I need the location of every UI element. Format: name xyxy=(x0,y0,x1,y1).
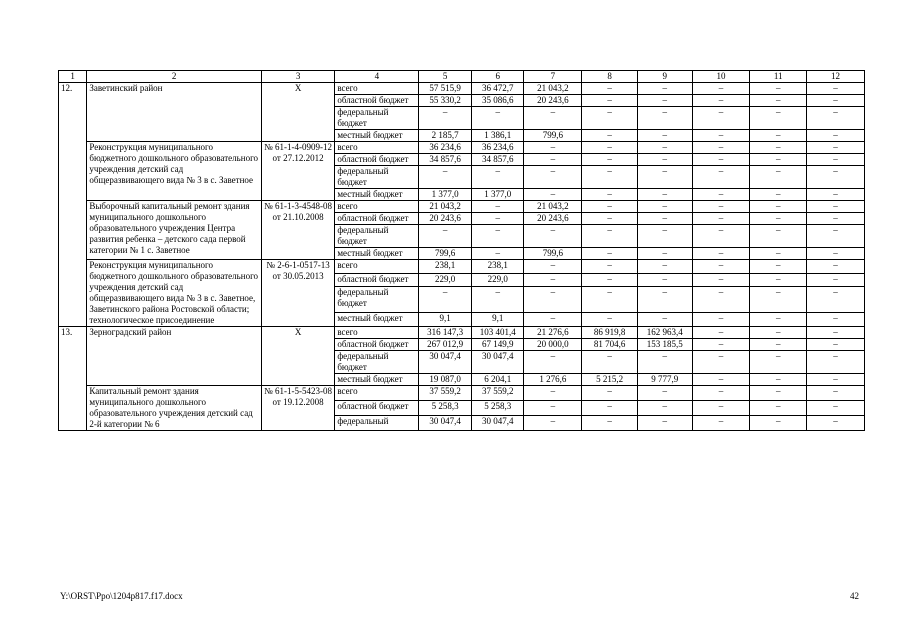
value-cell: 36 234,6 xyxy=(471,142,524,154)
budget-type: всего xyxy=(335,327,419,339)
budget-type: местный бюджет xyxy=(335,374,419,386)
value-cell: – xyxy=(692,386,750,401)
value-cell: – xyxy=(807,416,865,431)
value-cell: – xyxy=(524,313,582,327)
value-cell: 9,1 xyxy=(419,313,472,327)
column-header: 12 xyxy=(807,71,865,83)
column-header: 3 xyxy=(261,71,335,83)
value-cell: – xyxy=(524,166,582,189)
value-cell: – xyxy=(750,386,807,401)
value-cell: – xyxy=(637,213,692,225)
budget-table xyxy=(58,70,865,431)
value-cell: – xyxy=(524,260,582,274)
value-cell: – xyxy=(471,248,524,260)
value-cell: – xyxy=(692,166,750,189)
value-cell: – xyxy=(750,374,807,386)
value-cell: – xyxy=(750,166,807,189)
value-cell: – xyxy=(471,287,524,313)
value-cell: 5 258,3 xyxy=(471,401,524,416)
object-name: Реконструкция муниципального бюджетного дошкольного образовательного учреждения детский сад общеразвивающего вида № 3 в с. Заветное, Заветинского района Ростовской области; технологическое присоединение xyxy=(87,260,261,327)
value-cell: – xyxy=(419,166,472,189)
table-row xyxy=(59,260,865,274)
value-cell: 30 047,4 xyxy=(419,351,472,374)
value-cell: – xyxy=(637,83,692,95)
value-cell: – xyxy=(807,142,865,154)
value-cell: – xyxy=(524,401,582,416)
value-cell: – xyxy=(637,313,692,327)
value-cell: 238,1 xyxy=(471,260,524,274)
value-cell: – xyxy=(471,107,524,130)
value-cell: – xyxy=(692,83,750,95)
object-name: Выборочный капитальный ремонт здания муниципального дошкольного образовательного учреждения Центра развития ребенка – детского сада первой категории № 1 с. Заветное xyxy=(87,201,261,260)
value-cell: 36 472,7 xyxy=(471,83,524,95)
column-header: 7 xyxy=(524,71,582,83)
value-cell: – xyxy=(750,327,807,339)
value-cell: – xyxy=(471,225,524,248)
value-cell: – xyxy=(807,313,865,327)
value-cell: – xyxy=(807,386,865,401)
value-cell: 5 215,2 xyxy=(582,374,638,386)
column-header: 2 xyxy=(87,71,261,83)
value-cell: – xyxy=(582,401,638,416)
value-cell: 81 704,6 xyxy=(582,339,638,351)
value-cell: – xyxy=(524,107,582,130)
budget-type: всего xyxy=(335,201,419,213)
value-cell: – xyxy=(637,154,692,166)
value-cell: – xyxy=(692,95,750,107)
value-cell: – xyxy=(750,95,807,107)
value-cell: – xyxy=(637,189,692,201)
budget-table-container xyxy=(58,70,865,590)
budget-type: федеральный бюджет xyxy=(335,107,419,130)
value-cell: – xyxy=(419,287,472,313)
column-header: 11 xyxy=(750,71,807,83)
value-cell: – xyxy=(582,386,638,401)
value-cell: – xyxy=(582,213,638,225)
value-cell: 30 047,4 xyxy=(419,416,472,431)
value-cell: 103 401,4 xyxy=(471,327,524,339)
budget-type: областной бюджет xyxy=(335,154,419,166)
value-cell: – xyxy=(807,273,865,287)
value-cell: – xyxy=(807,287,865,313)
table-row xyxy=(59,142,865,154)
value-cell: – xyxy=(582,248,638,260)
value-cell: – xyxy=(582,351,638,374)
value-cell: 55 330,2 xyxy=(419,95,472,107)
value-cell: 1 377,0 xyxy=(471,189,524,201)
value-cell: – xyxy=(750,107,807,130)
value-cell: – xyxy=(582,107,638,130)
value-cell: – xyxy=(807,213,865,225)
column-header: 10 xyxy=(692,71,750,83)
value-cell: 36 234,6 xyxy=(419,142,472,154)
value-cell: – xyxy=(637,273,692,287)
district-name: Зерноградский район xyxy=(87,327,261,386)
budget-type: местный бюджет xyxy=(335,130,419,142)
value-cell: – xyxy=(692,339,750,351)
document-ref: Х xyxy=(261,83,335,142)
value-cell: – xyxy=(419,225,472,248)
value-cell: – xyxy=(524,154,582,166)
value-cell: – xyxy=(807,201,865,213)
value-cell: – xyxy=(692,201,750,213)
budget-type: всего xyxy=(335,260,419,274)
value-cell: – xyxy=(582,416,638,431)
document-ref: № 61-1-3-4548-08 от 21.10.2008 xyxy=(261,201,335,260)
value-cell: – xyxy=(807,339,865,351)
value-cell: – xyxy=(582,166,638,189)
document-ref: № 61-1-5-5423-08 от 19.12.2008 xyxy=(261,386,335,431)
value-cell: – xyxy=(807,225,865,248)
budget-type: федеральный бюджет xyxy=(335,225,419,248)
value-cell: – xyxy=(582,154,638,166)
budget-type: областной бюджет xyxy=(335,401,419,416)
value-cell: – xyxy=(692,401,750,416)
value-cell: – xyxy=(807,327,865,339)
value-cell: 316 147,3 xyxy=(419,327,472,339)
document-ref: Х xyxy=(261,327,335,386)
column-header: 8 xyxy=(582,71,638,83)
value-cell: – xyxy=(750,416,807,431)
value-cell: 2 185,7 xyxy=(419,130,472,142)
value-cell: – xyxy=(582,189,638,201)
value-cell: – xyxy=(692,260,750,274)
object-name: Реконструкция муниципального бюджетного дошкольного образовательного учреждения детский сад общеразвивающего вида № 3 в с. Заветное xyxy=(87,142,261,201)
value-cell: 35 086,6 xyxy=(471,95,524,107)
footer-page-number: 42 xyxy=(850,591,859,601)
value-cell: – xyxy=(582,260,638,274)
value-cell: – xyxy=(750,248,807,260)
value-cell: – xyxy=(471,166,524,189)
value-cell: 799,6 xyxy=(524,248,582,260)
value-cell: – xyxy=(692,351,750,374)
budget-type: областной бюджет xyxy=(335,273,419,287)
value-cell: 21 043,2 xyxy=(419,201,472,213)
footer-file-path: Y:\ORST\Ppo\1204p817.f17.docx xyxy=(60,591,183,601)
budget-type: областной бюджет xyxy=(335,213,419,225)
value-cell: – xyxy=(692,154,750,166)
value-cell: – xyxy=(807,374,865,386)
value-cell: – xyxy=(750,287,807,313)
value-cell: – xyxy=(471,213,524,225)
table-row xyxy=(59,386,865,401)
value-cell: 9,1 xyxy=(471,313,524,327)
value-cell: – xyxy=(692,107,750,130)
value-cell: 30 047,4 xyxy=(471,351,524,374)
budget-type: местный бюджет xyxy=(335,189,419,201)
value-cell: – xyxy=(524,386,582,401)
budget-type: всего xyxy=(335,142,419,154)
value-cell: – xyxy=(692,287,750,313)
value-cell: – xyxy=(750,213,807,225)
value-cell: 30 047,4 xyxy=(471,416,524,431)
value-cell: – xyxy=(524,142,582,154)
budget-type: всего xyxy=(335,386,419,401)
document-ref: № 61-1-4-0909-12 от 27.12.2012 xyxy=(261,142,335,201)
value-cell: 21 276,6 xyxy=(524,327,582,339)
value-cell: – xyxy=(637,401,692,416)
value-cell: 9 777,9 xyxy=(637,374,692,386)
value-cell: – xyxy=(582,313,638,327)
column-header: 4 xyxy=(335,71,419,83)
budget-type: местный бюджет xyxy=(335,313,419,327)
value-cell: 6 204,1 xyxy=(471,374,524,386)
row-number: 13. xyxy=(59,327,87,431)
value-cell: 19 087,0 xyxy=(419,374,472,386)
value-cell: – xyxy=(750,313,807,327)
value-cell: – xyxy=(750,189,807,201)
value-cell: – xyxy=(750,401,807,416)
value-cell: – xyxy=(582,142,638,154)
column-header: 5 xyxy=(419,71,472,83)
value-cell: – xyxy=(692,142,750,154)
value-cell: – xyxy=(692,189,750,201)
value-cell: – xyxy=(582,201,638,213)
value-cell: – xyxy=(471,201,524,213)
value-cell: – xyxy=(582,287,638,313)
value-cell: – xyxy=(582,83,638,95)
value-cell: – xyxy=(807,189,865,201)
value-cell: 1 377,0 xyxy=(419,189,472,201)
value-cell: – xyxy=(582,273,638,287)
value-cell: – xyxy=(582,225,638,248)
value-cell: – xyxy=(750,273,807,287)
value-cell: – xyxy=(807,401,865,416)
value-cell: – xyxy=(692,130,750,142)
value-cell: 799,6 xyxy=(419,248,472,260)
value-cell: 799,6 xyxy=(524,130,582,142)
value-cell: – xyxy=(419,107,472,130)
value-cell: – xyxy=(524,273,582,287)
column-header: 6 xyxy=(471,71,524,83)
budget-type: местный бюджет xyxy=(335,248,419,260)
value-cell: – xyxy=(692,313,750,327)
value-cell: 57 515,9 xyxy=(419,83,472,95)
value-cell: 37 559,2 xyxy=(471,386,524,401)
district-name: Заветинский район xyxy=(87,83,261,142)
value-cell: 20 243,6 xyxy=(419,213,472,225)
value-cell: 5 258,3 xyxy=(419,401,472,416)
table-row xyxy=(59,201,865,213)
value-cell: – xyxy=(637,166,692,189)
value-cell: – xyxy=(637,287,692,313)
value-cell: 86 919,8 xyxy=(582,327,638,339)
value-cell: 162 963,4 xyxy=(637,327,692,339)
value-cell: – xyxy=(524,351,582,374)
value-cell: – xyxy=(807,83,865,95)
value-cell: – xyxy=(750,201,807,213)
value-cell: – xyxy=(750,130,807,142)
value-cell: – xyxy=(692,327,750,339)
budget-type: всего xyxy=(335,83,419,95)
value-cell: – xyxy=(637,95,692,107)
value-cell: – xyxy=(692,416,750,431)
value-cell: – xyxy=(637,260,692,274)
value-cell: – xyxy=(637,416,692,431)
value-cell: 1 386,1 xyxy=(471,130,524,142)
value-cell: – xyxy=(637,248,692,260)
budget-type: федеральный бюджет xyxy=(335,287,419,313)
value-cell: – xyxy=(807,107,865,130)
value-cell: 20 000,0 xyxy=(524,339,582,351)
budget-type: федеральный бюджет xyxy=(335,351,419,374)
value-cell: – xyxy=(524,287,582,313)
value-cell: – xyxy=(637,225,692,248)
value-cell: 229,0 xyxy=(471,273,524,287)
value-cell: – xyxy=(637,130,692,142)
column-header: 1 xyxy=(59,71,87,83)
value-cell: – xyxy=(750,260,807,274)
value-cell: – xyxy=(750,154,807,166)
value-cell: – xyxy=(637,351,692,374)
value-cell: – xyxy=(807,95,865,107)
value-cell: – xyxy=(807,351,865,374)
value-cell: – xyxy=(692,273,750,287)
value-cell: – xyxy=(807,248,865,260)
value-cell: – xyxy=(750,339,807,351)
document-ref: № 2-6-1-0517-13 от 30.05.2013 xyxy=(261,260,335,327)
value-cell: – xyxy=(692,248,750,260)
value-cell: 238,1 xyxy=(419,260,472,274)
value-cell: 34 857,6 xyxy=(471,154,524,166)
value-cell: 229,0 xyxy=(419,273,472,287)
value-cell: 267 012,9 xyxy=(419,339,472,351)
header-row xyxy=(59,71,865,83)
value-cell: 21 043,2 xyxy=(524,201,582,213)
object-name: Капитальный ремонт здания муниципального дошкольного образовательного учреждения детский сад 2-й категории № 6 xyxy=(87,386,261,431)
value-cell: – xyxy=(750,142,807,154)
value-cell: – xyxy=(807,166,865,189)
row-number: 12. xyxy=(59,83,87,327)
budget-type: федеральный xyxy=(335,416,419,431)
value-cell: – xyxy=(692,225,750,248)
budget-type: федеральный бюджет xyxy=(335,166,419,189)
value-cell: – xyxy=(750,83,807,95)
budget-type: областной бюджет xyxy=(335,95,419,107)
table-row xyxy=(59,327,865,339)
value-cell: – xyxy=(582,130,638,142)
value-cell: – xyxy=(750,351,807,374)
value-cell: – xyxy=(524,416,582,431)
value-cell: – xyxy=(807,130,865,142)
value-cell: 1 276,6 xyxy=(524,374,582,386)
value-cell: 67 149,9 xyxy=(471,339,524,351)
value-cell: 20 243,6 xyxy=(524,95,582,107)
budget-type: областной бюджет xyxy=(335,339,419,351)
column-header: 9 xyxy=(637,71,692,83)
value-cell: – xyxy=(807,154,865,166)
value-cell: – xyxy=(807,260,865,274)
value-cell: 153 185,5 xyxy=(637,339,692,351)
value-cell: – xyxy=(637,107,692,130)
value-cell: – xyxy=(692,213,750,225)
value-cell: – xyxy=(750,225,807,248)
value-cell: 21 043,2 xyxy=(524,83,582,95)
value-cell: – xyxy=(637,386,692,401)
value-cell: 37 559,2 xyxy=(419,386,472,401)
value-cell: – xyxy=(637,142,692,154)
table-row xyxy=(59,83,865,95)
value-cell: – xyxy=(524,225,582,248)
value-cell: 34 857,6 xyxy=(419,154,472,166)
value-cell: – xyxy=(637,201,692,213)
value-cell: – xyxy=(582,95,638,107)
value-cell: – xyxy=(524,189,582,201)
value-cell: – xyxy=(692,374,750,386)
value-cell: 20 243,6 xyxy=(524,213,582,225)
